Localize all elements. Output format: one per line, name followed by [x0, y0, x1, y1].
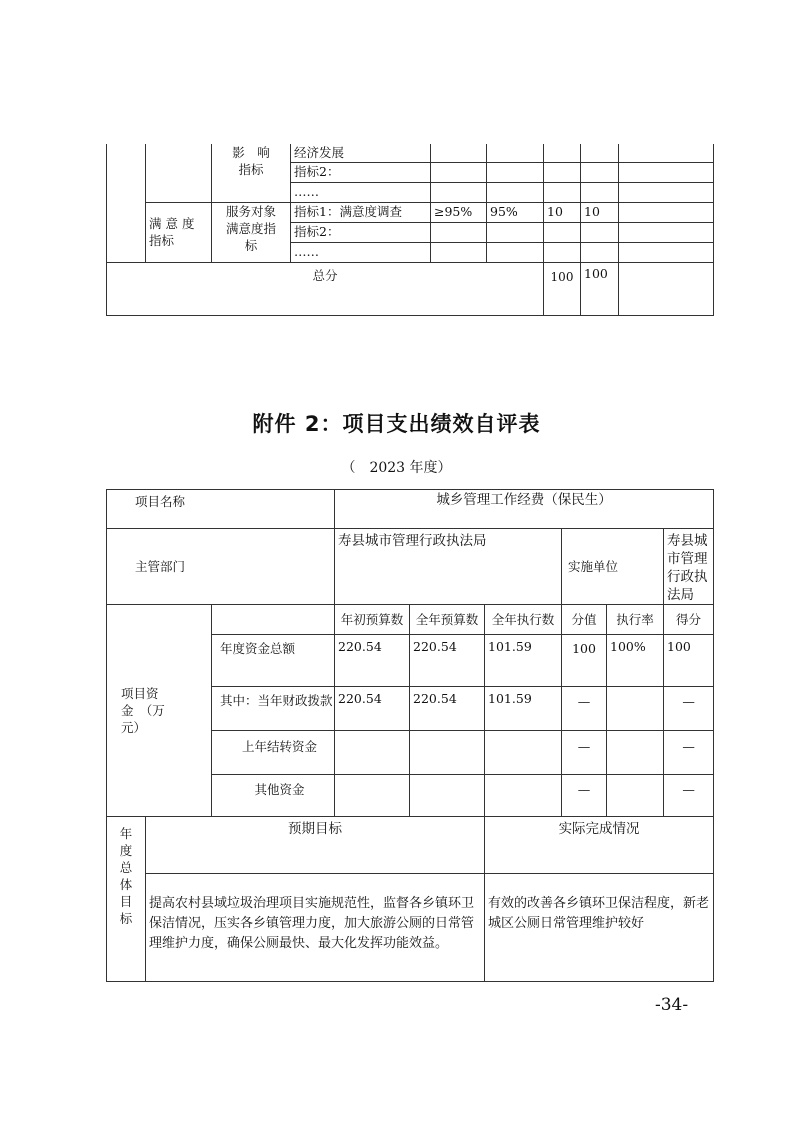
cell-annual: 220.54 [410, 687, 485, 731]
satisfaction-row-3: …… [291, 242, 431, 262]
satisfaction-actual: 95% [487, 202, 544, 222]
cell-annual [410, 731, 485, 775]
dept-label: 主管部门 [107, 529, 335, 605]
cell-score: — [664, 687, 714, 731]
outer-blank-cell [107, 144, 146, 262]
row-label: 其中：当年财政拨款 [212, 687, 335, 731]
expected-text: 提高农村县域垃圾治理项目实施规范性，监督各乡镇环卫保洁情况，压实各乡镇管理力度，加大旅游公厕的日常管理维护力度，确保公厕最快、最大化发挥功能效益。 [146, 874, 485, 982]
impl-label: 实施单位 [562, 529, 664, 605]
total-weight: 100 [544, 262, 581, 315]
cell-annual [410, 775, 485, 817]
page-number: -34- [655, 995, 689, 1015]
year-line: （ 2023 年度） [341, 460, 452, 476]
satisfaction-target: ≥95% [431, 202, 487, 222]
row-label: 年度资金总额 [212, 635, 335, 687]
expected-label: 预期目标 [146, 817, 485, 874]
funds-label: 项目资 金 （万 元） [107, 605, 212, 817]
cell-weight: 100 [562, 635, 607, 687]
cell-weight: — [562, 687, 607, 731]
actual-label: 实际完成情况 [485, 817, 714, 874]
cell-score: — [664, 775, 714, 817]
cell-rate [607, 731, 664, 775]
header-rate: 执行率 [607, 605, 664, 635]
cell-initial: 220.54 [335, 687, 410, 731]
upper-performance-table [106, 144, 714, 316]
goal-label-cell [107, 817, 146, 982]
actual-text: 有效的改善各乡镇环卫保洁程度，新老城区公厕日常管理维护较好 [485, 874, 714, 982]
satisfaction-category-label: 满 意 度 指标 [146, 202, 212, 262]
cell-rate [607, 687, 664, 731]
total-score: 100 [581, 262, 619, 315]
satisfaction-row-1: 指标1：满意度调查 [291, 202, 431, 222]
cell-executed [485, 731, 562, 775]
cell-executed: 101.59 [485, 635, 562, 687]
goal-label: 年度总体目标 [119, 826, 133, 926]
cell-initial [335, 775, 410, 817]
impact-row-2: 指标2： [291, 162, 431, 182]
project-name-label: 项目名称 [107, 490, 335, 529]
document-title: 附件 2：项目支出绩效自评表 [252, 412, 541, 436]
cell-executed [485, 775, 562, 817]
cell-executed: 101.59 [485, 687, 562, 731]
category-blank-cell [146, 144, 212, 202]
impact-row-1: 经济发展 [291, 144, 431, 162]
satisfaction-weight: 10 [544, 202, 581, 222]
dept-value: 寿县城市管理行政执法局 [335, 529, 562, 605]
total-label: 总分 [107, 262, 544, 315]
row-label: 其他资金 [212, 775, 335, 817]
header-executed: 全年执行数 [485, 605, 562, 635]
cell-initial: 220.54 [335, 635, 410, 687]
row-label: 上年结转资金 [212, 731, 335, 775]
header-annual: 全年预算数 [410, 605, 485, 635]
header-weight: 分值 [562, 605, 607, 635]
satisfaction-sub-label: 服务对象 满意度指 标 [212, 202, 291, 262]
cell-weight: — [562, 775, 607, 817]
impl-value: 寿县城市管理行政执法局 [664, 529, 714, 605]
self-evaluation-form [106, 489, 714, 982]
cell-weight: — [562, 731, 607, 775]
cell-rate: 100% [607, 635, 664, 687]
impact-row-3: …… [291, 182, 431, 202]
cell-score: 100 [664, 635, 714, 687]
cell-rate [607, 775, 664, 817]
impact-indicator-label: 影 响 指标 [212, 144, 291, 202]
header-score: 得分 [664, 605, 714, 635]
cell-score: — [664, 731, 714, 775]
cell-annual: 220.54 [410, 635, 485, 687]
project-name: 城乡管理工作经费（保民生） [335, 490, 714, 529]
header-initial: 年初预算数 [335, 605, 410, 635]
satisfaction-row-2: 指标2： [291, 222, 431, 242]
satisfaction-score: 10 [581, 202, 619, 222]
cell-initial [335, 731, 410, 775]
